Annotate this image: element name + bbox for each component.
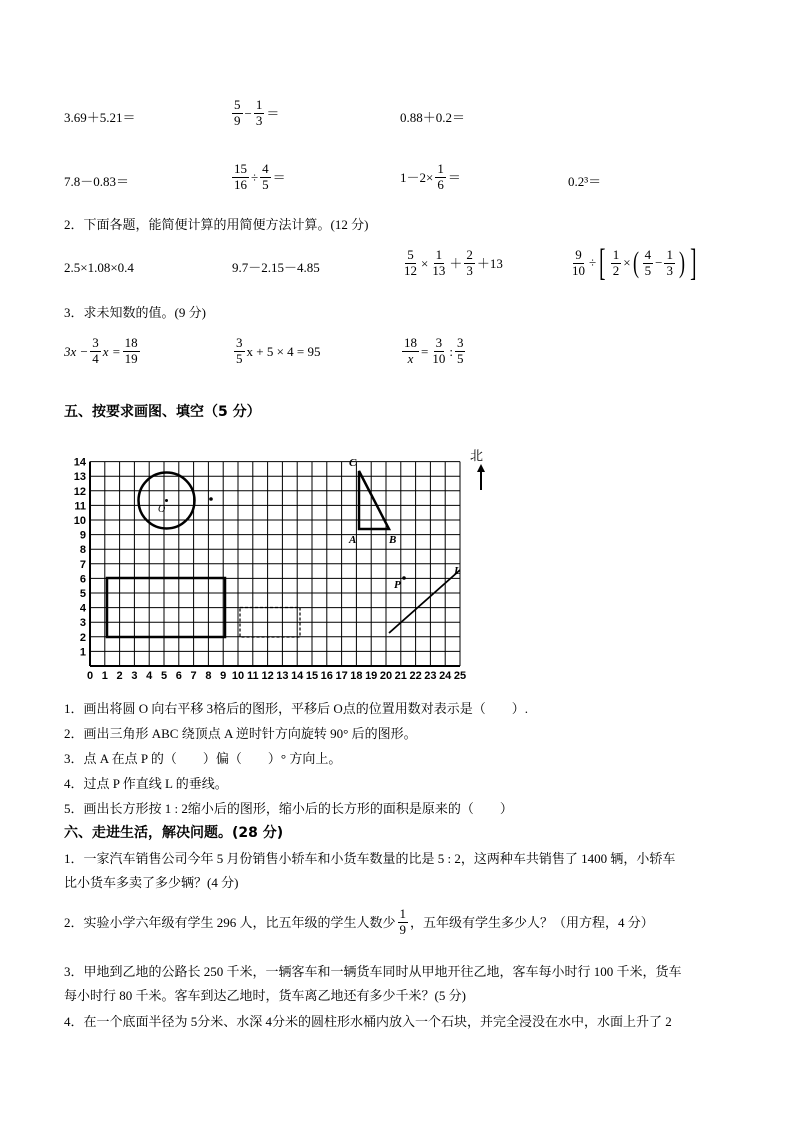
fraction: $\frac{1}{13}$	[432, 247, 446, 278]
s6-q1-line2: 比小货车多卖了多少辆？(4 分)	[64, 875, 239, 890]
y-tick-label: 12	[73, 485, 86, 498]
y-tick-label: 7	[79, 558, 86, 571]
label-l: L	[454, 565, 461, 577]
label-p: P	[394, 579, 401, 591]
coordinate-grid	[60, 440, 490, 690]
q3-c: $\frac{18}{x}$ = $\frac{3}{10}$ : $\frac{3}{5}$	[404, 335, 464, 366]
y-tick-label: 9	[79, 529, 86, 542]
fraction: $\frac{4}{5}$	[262, 161, 269, 192]
x-tick-label: 8	[205, 670, 212, 682]
fraction: $\frac{3}{5}$	[236, 335, 243, 366]
point-p	[402, 576, 406, 580]
calc-1b: $\frac{5}{9}$ − $\frac{1}{3}$ ＝	[234, 97, 280, 128]
x-tick-label: 14	[291, 670, 304, 682]
x-tick-label: 20	[379, 670, 393, 682]
x-tick-label: 11	[246, 670, 259, 682]
x-tick-label: 6	[175, 670, 182, 682]
fraction: $\frac{5}{12}$	[404, 247, 417, 278]
x-tick-label: 23	[424, 670, 437, 682]
q2-a: 2.5×1.08×0.4	[64, 260, 134, 275]
calc-2d: 0.2³＝	[568, 174, 602, 189]
calc-2a: 7.8－0.83＝	[64, 174, 130, 189]
label-a: A	[349, 534, 357, 546]
x-tick-label: 1	[101, 670, 108, 682]
x-tick-label: 19	[365, 670, 378, 682]
north-label: 北	[470, 449, 484, 464]
calc-1a: 3.69＋5.21＝	[64, 110, 136, 125]
y-tick-label: 8	[79, 544, 86, 557]
x-tick-label: 25	[453, 670, 467, 682]
label-o: O	[158, 504, 166, 515]
fraction: $\frac{1}{3}$	[255, 97, 263, 128]
x-tick-label: 13	[276, 670, 289, 682]
q3-a: 3x − $\frac{3}{4}$ x = $\frac{18}{19}$	[64, 335, 138, 366]
fraction: $\frac{5}{9}$	[234, 97, 241, 128]
y-tick-label: 11	[74, 500, 86, 513]
s5-q3: 3．点 A 在点 P 的（ ）偏（ ）° 方向上。	[64, 751, 342, 766]
y-tick-label: 5	[79, 588, 86, 600]
calc-2c: 1－2× $\frac{1}{6}$ ＝	[400, 161, 461, 192]
x-tick-label: 21	[394, 670, 407, 682]
y-tick-label: 10	[73, 515, 86, 527]
s5-q2: 2．画出三角形 ABC 绕顶点 A 逆时针方向旋转 90° 后的图形。	[64, 726, 417, 741]
y-tick-label: 6	[79, 573, 86, 586]
center-o-dot	[165, 499, 168, 502]
x-tick-label: 7	[190, 670, 197, 682]
s6-q3-line2: 每小时行 80 千米。客车到达乙地时，货车离乙地还有多少千米？(5 分)	[64, 988, 466, 1003]
calc-1c: 0.88＋0.2＝	[400, 110, 466, 125]
fraction: $\frac{3}{5}$	[456, 335, 464, 366]
north-arrowhead-icon	[477, 464, 485, 472]
fraction: $\frac{4}{5}$	[644, 246, 652, 278]
y-tick-label: 14	[73, 456, 86, 469]
x-tick-label: 5	[160, 670, 168, 682]
s6-q1-line1: 1．一家汽车销售公司今年 5 月份销售小轿车和小货车数量的比是 5 : 2，这两种车共销售了 1400 辆，小轿车	[64, 851, 676, 866]
q3-b: $\frac{3}{5}$ x + 5 × 4 = 95	[236, 335, 321, 366]
s5-q4: 4．过点 P 作直线 L 的垂线。	[64, 776, 228, 791]
y-tick-label: 1	[79, 646, 86, 659]
x-tick-label: 22	[409, 670, 422, 682]
x-tick-label: 2	[116, 670, 123, 682]
s5-q5: 5．画出长方形按 1 : 2缩小后的图形，缩小后的长方形的面积是原来的（ ）	[64, 801, 513, 816]
fraction: $\frac{2}{3}$	[466, 247, 473, 278]
x-tick-label: 4	[146, 670, 153, 682]
q2-d: $\frac{9}{10}$ ÷ [ $\frac{1}{2}$ × ( $\frac{4}{5}$ − $\frac{1}{3}$ ) ]	[572, 242, 697, 284]
x-tick-label: 12	[261, 670, 274, 682]
q2-c: $\frac{5}{12}$ × $\frac{1}{13}$ ＋ $\frac{2}{3}$ ＋13	[404, 247, 503, 278]
fraction: $\frac{9}{10}$	[572, 246, 585, 278]
section5-title: 五、按要求画图、填空（5 分）	[64, 404, 261, 420]
label-b: B	[389, 534, 397, 546]
fraction: $\frac{18}{x}$	[404, 335, 417, 366]
fraction: $\frac{1}{6}$	[437, 161, 444, 192]
q3-title: 3．求未知数的值。(9 分)	[64, 305, 206, 320]
x-tick-label: 0	[86, 670, 94, 682]
x-tick-label: 24	[439, 670, 452, 682]
calc-2b: $\frac{15}{16}$ ÷ $\frac{4}{5}$ ＝	[234, 161, 286, 192]
y-tick-label: 4	[79, 602, 86, 615]
q2-b: 9.7－2.15－4.85	[232, 260, 320, 275]
fraction: $\frac{1}{2}$	[612, 246, 620, 278]
x-tick-label: 15	[305, 670, 319, 682]
section6-title: 六、走进生活，解决问题。(28 分)	[64, 825, 284, 841]
fraction: $\frac{1}{9}$	[399, 906, 407, 937]
fraction: $\frac{3}{10}$	[432, 335, 446, 366]
fraction: $\frac{15}{16}$	[234, 161, 247, 192]
s6-q3-line1: 3．甲地到乙地的公路长 250 千米，一辆客车和一辆货车同时从甲地开往乙地，客车每小时行 100 千米，货车	[64, 964, 682, 979]
y-tick-label: 3	[79, 617, 86, 630]
s5-q1: 1．画出将圆 O 向右平移 3格后的图形，平移后 O点的位置用数对表示是（ ）.	[64, 701, 529, 716]
x-tick-label: 10	[231, 670, 245, 682]
x-tick-label: 9	[220, 670, 227, 682]
fraction: $\frac{18}{19}$	[124, 335, 138, 366]
x-tick-label: 3	[131, 670, 138, 682]
label-c: C	[349, 457, 357, 469]
s6-q2: 2．实验小学六年级有学生 296 人，比五年级的学生人数少 $\frac{1}{9}$ ，五年级有学生多少人？（用方程，4 分）	[64, 906, 654, 937]
q2-title: 2．下面各题，能简便计算的用简便方法计算。(12 分)	[64, 217, 369, 232]
dot-marker	[209, 497, 213, 501]
fraction: $\frac{3}{4}$	[92, 335, 99, 366]
x-tick-label: 17	[335, 670, 348, 682]
y-tick-label: 13	[73, 471, 86, 484]
s6-q4-line1: 4．在一个底面半径为 5分米、水深 4分米的圆柱形水桶内放入一个石块，并完全浸没在水中，水面上升了 2	[64, 1014, 672, 1029]
y-tick-label: 2	[79, 631, 86, 644]
x-tick-label: 16	[320, 670, 333, 682]
fraction: $\frac{1}{3}$	[666, 246, 673, 278]
x-tick-label: 18	[350, 670, 363, 682]
